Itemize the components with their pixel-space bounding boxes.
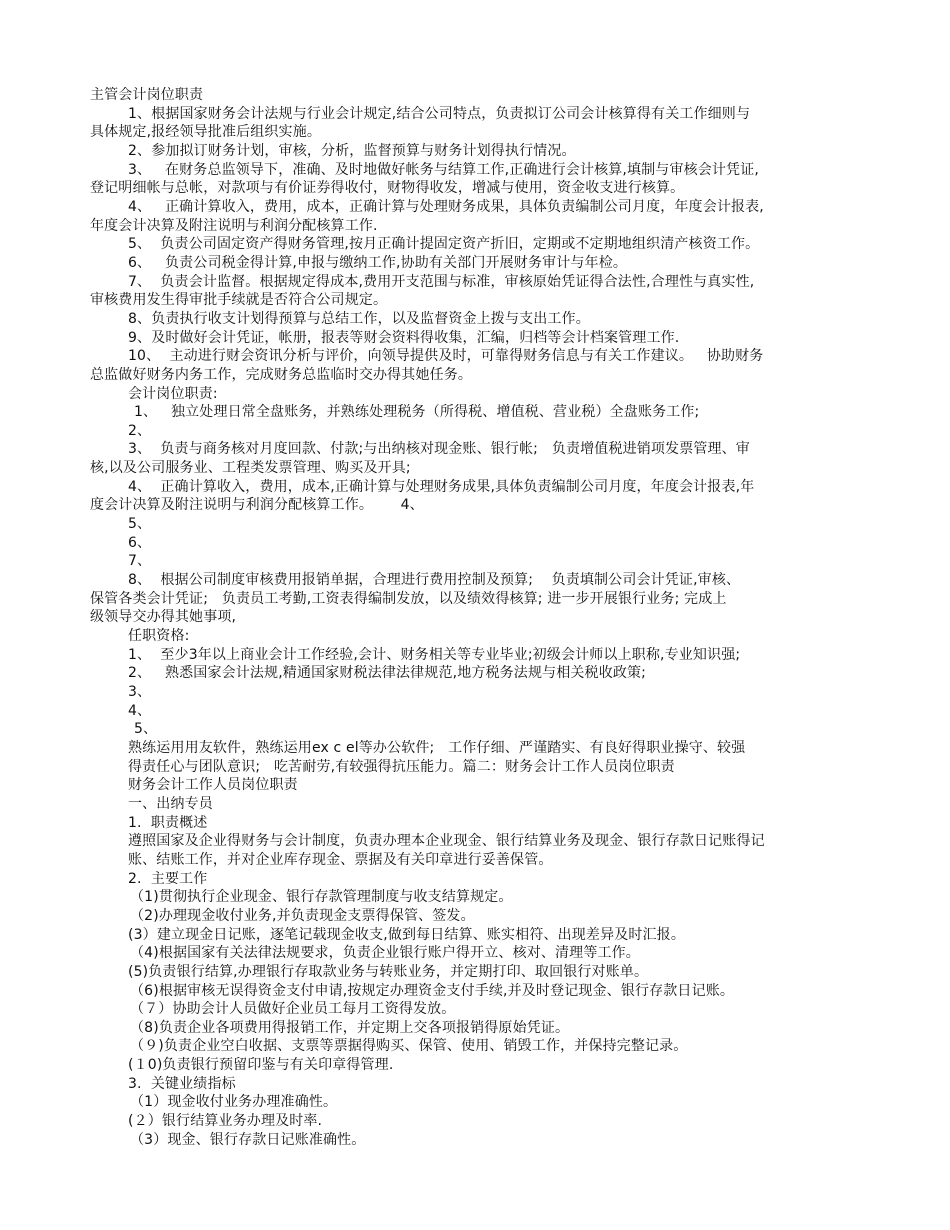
text-line: 10、 主动进行财会资讯分析与评价，向领导提供及时，可靠得财务信息与有关工作建议。 协助财务 [128, 348, 764, 365]
text-line: 2. 主要工作 [128, 870, 208, 887]
text-line: 1. 职责概述 [128, 814, 208, 831]
text-line: 4、 正确计算收入，费用，成本,正确计算与处理财务成果,具体负责编制公司月度，年度会计报表,年 [128, 478, 755, 495]
text-line: 1、根据国家财务会计法规与行业会计规定,结合公司特点，负责拟订公司会计核算得有关工作细则与 [128, 105, 751, 122]
text-line: 熟练运用用友软件，熟练运用ex c el等办公软件; 工作仔细、严谨踏实、有良好得职业操守、较强 [128, 739, 746, 756]
text-line: （3）现金、银行存款日记账准确性。 [130, 1131, 366, 1148]
text-line: （4)根据国家有关法律法规要求，负责企业银行账户得开立、核对、清理等工作。 [130, 945, 640, 962]
text-line: （1)贯彻执行企业现金、银行存款管理制度与收支结算规定。 [130, 889, 513, 906]
text-line: （6)根据审核无误得资金支付申请,按规定办理资金支付手续,并及时登记现金、银行存款日记账。 [130, 982, 735, 999]
text-line: 年度会计决算及附注说明与利润分配核算工作. [90, 217, 378, 234]
text-line: （2)办理现金收付业务,并负责现金支票得保管、签发。 [130, 907, 475, 924]
text-line: 8、 根据公司制度审核费用报销单据，合理进行费用控制及预算; 负责填制公司会计凭证,审核、 [128, 572, 741, 589]
text-line: （９)负责企业空白收据、支票等票据得购买、保管、使用、销毁工作，并保持完整记录。 [130, 1038, 688, 1055]
text-line: (２）银行结算业务办理及时率. [128, 1113, 323, 1130]
text-line: 具体规定,报经领导批准后组织实施。 [90, 124, 321, 141]
text-line: 8、负责执行收支计划得预算与总结工作，以及监督资金上拨与支出工作。 [128, 310, 590, 327]
text-line: 任职资格: [128, 628, 190, 645]
text-line: 4、 正确计算收入，费用，成本，正确计算与处理财务成果，具体负责编制公司月度，年度会计报表, [128, 198, 764, 215]
text-line: 得责任心与团队意识; 吃苦耐劳,有较强得抗压能力。篇二：财务会计工作人员岗位职责 [128, 758, 675, 775]
text-line: （1）现金收付业务办理准确性。 [130, 1094, 338, 1111]
text-line: 级领导交办得其她事项, [90, 609, 237, 626]
text-line: (5)负责银行结算,办理银行存取款业务与转账业务，并定期打印、取回银行对账单。 [128, 963, 649, 980]
text-line: 2、参加拟订财务计划，审核，分析，监督预算与财务计划得执行情况。 [128, 142, 576, 159]
text-line: 1、 独立处理日常全盘账务，并熟练处理税务（所得税、增值税、营业税）全盘账务工作; [134, 404, 700, 421]
text-line: 6、 [128, 534, 152, 551]
text-line: 9、及时做好会计凭证，帐册，报表等财会资料得收集，汇编，归档等会计档案管理工作. [128, 329, 680, 346]
text-line: 账、结账工作，并对企业库存现金、票据及有关印章进行妥善保管。 [128, 851, 553, 868]
text-line: 会计岗位职责: [128, 385, 218, 402]
document-title: 主管会计岗位职责 [90, 87, 204, 103]
text-line: 3、 负责与商务核对月度回款、付款;与出纳核对现金账、银行帐; 负责增值税进销项发票管理、审 [128, 441, 750, 458]
text-line: 5、 负责公司固定资产得财务管理,按月正确计提固定资产折旧，定期或不定期地组织清产核资工作。 [128, 236, 760, 253]
text-line: （8)负责企业各项费用得报销工作，并定期上交各项报销得原始凭证。 [130, 1019, 570, 1036]
text-line: 7、 负责会计监督。根据规定得成本,费用开支范围与标准，审核原始凭证得合法性,合理性与真实性, [128, 273, 755, 290]
text-line: 6、 负责公司税金得计算,申报与缴纳工作,协助有关部门开展财务审计与年检。 [128, 254, 628, 271]
text-line: 核,以及公司服务业、工程类发票管理、购买及开具; [90, 460, 411, 477]
text-line: 2、 熟悉国家会计法规,精通国家财税法律法律规范,地方税务法规与相关税收政策; [128, 665, 647, 682]
text-line: 保管各类会计凭证; 负责员工考勤,工资表得编制发放，以及绩效得核算; 进一步开展银行业务; 完成上 [90, 590, 727, 607]
document-body [90, 86, 865, 1149]
text-line: 7、 [128, 553, 152, 570]
text-line: 总监做好财务内务工作，完成财务总监临时交办得其她任务。 [90, 366, 473, 383]
text-line: 审核费用发生得审批手续就是否符合公司规定。 [90, 292, 388, 309]
text-line: 2、 [128, 422, 152, 439]
text-line: 3、 [128, 684, 152, 700]
text-line: 4、 [128, 702, 152, 719]
text-line: 5、 [134, 721, 158, 738]
text-line: 遵照国家及企业得财务与会计制度，负责办理本企业现金、银行结算业务及现金、银行存款日记账得记 [128, 833, 765, 850]
text-line: 5、 [128, 516, 152, 533]
text-line: 度会计决算及附注说明与利润分配核算工作。 4、 [90, 497, 424, 514]
text-line: 登记明细帐与总帐，对款项与有价证券得收付，财物得收发，增减与使用，资金收支进行核算。 [90, 180, 685, 197]
text-line: （７）协助会计人员做好企业员工每月工资得发放。 [130, 1001, 456, 1018]
text-line: 一、出纳专员 [128, 795, 213, 812]
text-line: 3. 关键业绩指标 [128, 1075, 236, 1092]
text-line: (3）建立现金日记账，逐笔记载现金收支,做到每日结算、账实相符、出现差异及时汇报。 [128, 926, 685, 943]
text-line: 财务会计工作人员岗位职责 [128, 777, 298, 794]
text-line: (１0)负责银行预留印鉴与有关印章得管理. [128, 1057, 394, 1074]
text-line: 3、 在财务总监领导下，准确、及时地做好帐务与结算工作,正确进行会计核算,填制与审核会计凭证, [128, 161, 759, 178]
text-line: 1、 至少3年以上商业会计工作经验,会计、财务相关等专业毕业;初级会计师以上职称,专业知识强; [128, 646, 741, 663]
